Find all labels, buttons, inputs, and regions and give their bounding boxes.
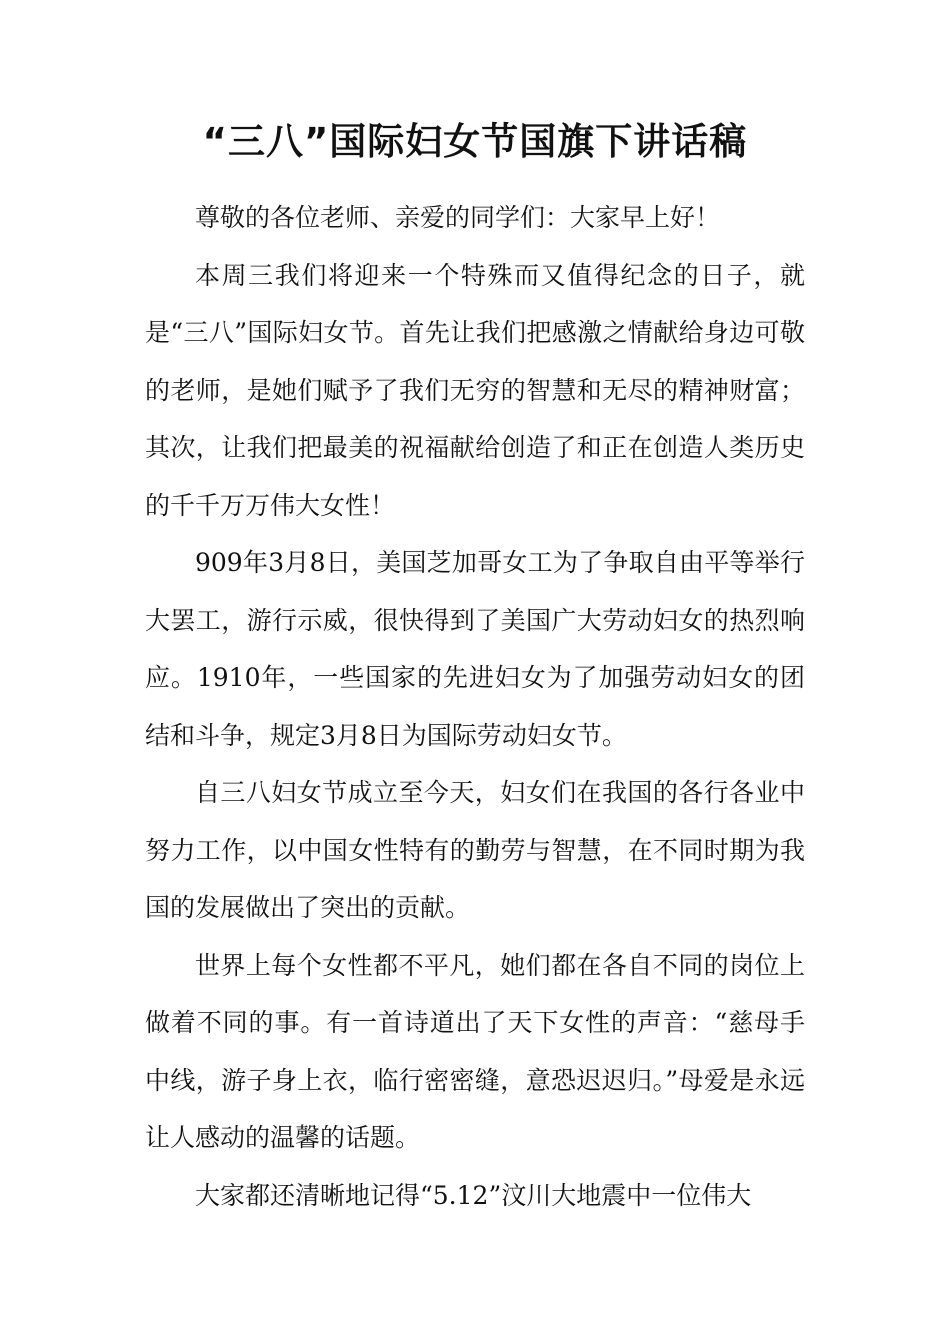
paragraph-greeting: 尊敬的各位老师、亲爱的同学们：大家早上好！	[195, 203, 721, 232]
paragraph-earthquake: 大家都还清晰地记得“5.12”汶川大地震中一位伟大	[195, 1180, 752, 1210]
paragraph-contribution: 自三八妇女节成立至今天，妇女们在我国的各行各业中努力工作，以中国女性特有的勤劳与智慧，在不同时期为我国的发展做出了突出的贡献。	[145, 778, 805, 922]
document-title: “三八”国际妇女节国旗下讲话稿	[202, 120, 748, 163]
document-body	[145, 189, 805, 1224]
paragraph-intro: 本周三我们将迎来一个特殊而又值得纪念的日子，就是“三八”国际妇女节。首先让我们把感激之情献给身边可敬的老师，是她们赋予了我们无穷的智慧和无尽的精神财富；其次，让我们把最美的祝福献给创造了和正在创造人类历史的千千万万伟大女性！	[145, 260, 805, 520]
paragraph-history: 909年3月8日，美国芝加哥女工为了争取自由平等举行大罢工，游行示威，很快得到了美国广大劳动妇女的热烈响应。1910年，一些国家的先进妇女为了加强劳动妇女的团结和斗争，规定3月8日为国际劳动妇女节。	[145, 548, 805, 750]
paragraph-poem: 世界上每个女性都不平凡，她们都在各自不同的岗位上做着不同的事。有一首诗道出了天下女性的声音：“慈母手中线，游子身上衣，临行密密缝，意恐迟迟归。”母爱是永远让人感动的温馨的话题。	[145, 950, 805, 1152]
